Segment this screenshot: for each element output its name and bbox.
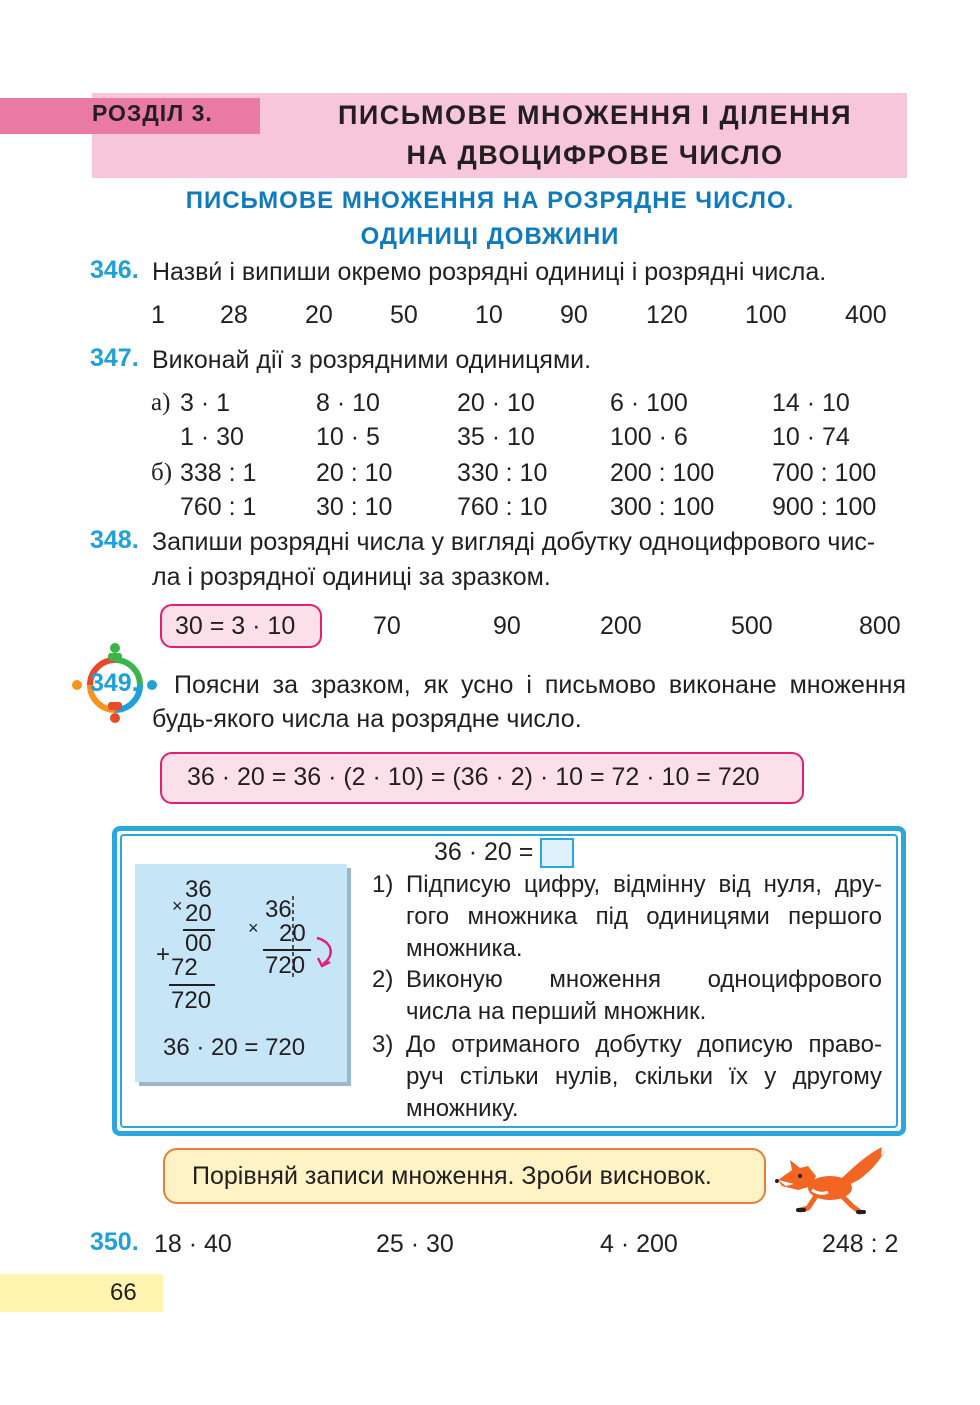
page-number-band — [0, 1274, 163, 1312]
answer-box — [540, 838, 574, 868]
step-text: руч стільки нулів, скільки їх у другому — [406, 1063, 882, 1090]
box-expression-line — [434, 836, 574, 868]
number-item: 20 — [305, 301, 333, 329]
part-label: б) — [151, 459, 173, 486]
number-item: 90 — [493, 612, 521, 640]
expr-item: 4 · 200 — [600, 1230, 678, 1258]
expr-item: 900 : 100 — [772, 493, 877, 521]
expr-item: 760 : 1 — [180, 493, 257, 521]
expr-item: 700 : 100 — [772, 459, 877, 487]
number-item: 100 — [745, 301, 787, 329]
multiplicand: 36 — [265, 896, 292, 923]
topic-title-line2: ОДИНИЦІ ДОВЖИНИ — [360, 223, 620, 250]
expr-item: 100 · 6 — [610, 423, 688, 451]
step-text: множника. — [406, 935, 523, 962]
part-label: а) — [151, 389, 171, 416]
expr-item: 200 : 100 — [610, 459, 715, 487]
box-expression: 36 · 20 = — [434, 838, 534, 866]
topic-title-line1: ПИСЬМОВЕ МНОЖЕННЯ НА РОЗРЯДНЕ ЧИСЛО. — [185, 187, 795, 214]
exercise-text-line2: ла і розрядної одиниці за зразком. — [152, 563, 551, 591]
expr-item: 3 · 1 — [180, 389, 231, 417]
exercise-text-line1: Поясни за зразком, як усно і письмово виконане множення — [174, 671, 906, 699]
exercise-text-line1: Запиши розрядні числа у вигляді добутку одноцифрового чис- — [152, 528, 876, 556]
chapter-title-line1: ПИСЬМОВЕ МНОЖЕННЯ І ДІЛЕННЯ — [337, 100, 853, 130]
multiplier: 20 — [185, 900, 212, 927]
exercise-number: 346. — [90, 256, 139, 284]
exercise-text: Назви́ і випиши окремо розрядні одиниці і розрядні числа. — [152, 258, 827, 286]
expr-item: 6 · 100 — [610, 389, 688, 417]
expr-item: 248 : 2 — [822, 1230, 899, 1258]
expr-item: 20 · 10 — [457, 389, 535, 417]
number-item: 10 — [475, 301, 503, 329]
zero-carry-arrow-icon — [285, 892, 345, 982]
expr-item: 35 · 10 — [457, 423, 535, 451]
expr-item: 20 : 10 — [316, 459, 393, 487]
expr-item: 30 : 10 — [316, 493, 393, 521]
expr-item: 14 · 10 — [772, 389, 850, 417]
exercise-number: 350. — [90, 1228, 139, 1256]
step-text: множнику. — [406, 1095, 519, 1122]
exercise-text: Виконай дії з розрядними одиницями. — [152, 346, 592, 374]
step-text: числа на перший множник. — [406, 998, 707, 1025]
product: 720 — [171, 987, 212, 1014]
step-text: Підписую цифру, відмінну від нуля, дру- — [406, 871, 882, 898]
number-item: 90 — [560, 301, 588, 329]
exercise-text-line2: будь-якого числа на розрядне число. — [152, 705, 582, 733]
exercise-number: 349. — [90, 669, 139, 697]
section-label: РОЗДІЛ 3. — [92, 100, 213, 126]
expr-item: 18 · 40 — [154, 1230, 232, 1258]
partial-product: 72 — [171, 954, 198, 981]
number-item: 1 — [151, 301, 165, 329]
page-number: 66 — [110, 1279, 137, 1306]
number-item: 120 — [646, 301, 688, 329]
exercise-number: 347. — [90, 344, 139, 372]
step-number: 1) — [372, 871, 394, 898]
expr-item: 300 : 100 — [610, 493, 715, 521]
step-number: 3) — [372, 1031, 394, 1058]
result-equation: 36 · 20 = 720 — [163, 1034, 306, 1061]
expr-item: 10 · 5 — [316, 423, 380, 451]
multiply-sign: × — [172, 896, 183, 916]
chapter-title-line2: НА ДВОЦИФРОВЕ ЧИСЛО — [406, 140, 784, 170]
fox-icon — [768, 1140, 893, 1218]
expr-item: 8 · 10 — [316, 389, 380, 417]
multiplier: 20 — [279, 920, 306, 947]
sample-expression: 36 · 20 = 36 · (2 · 10) = (36 · 2) · 10 = 72 · 10 = 720 — [187, 763, 760, 791]
number-item: 50 — [390, 301, 418, 329]
conclusion-note-text: Порівняй записи множення. Зроби висновок. — [192, 1162, 712, 1190]
expr-item: 338 : 1 — [180, 459, 257, 487]
number-item: 800 — [859, 612, 901, 640]
step-number: 2) — [372, 966, 394, 993]
number-item: 200 — [600, 612, 642, 640]
multiplicand: 36 — [185, 876, 212, 903]
sample-expression: 30 = 3 · 10 — [175, 612, 296, 640]
expr-item: 760 : 10 — [457, 493, 548, 521]
number-item: 400 — [845, 301, 887, 329]
plus-sign: + — [156, 941, 171, 968]
step-text: гого множника під одиницями першого — [406, 903, 882, 930]
step-text: Виконую множення одноцифрового — [406, 966, 882, 993]
number-item: 500 — [731, 612, 773, 640]
number-item: 28 — [220, 301, 248, 329]
multiply-sign: × — [248, 918, 259, 938]
expr-item: 10 · 74 — [772, 423, 850, 451]
underline — [169, 984, 215, 986]
expr-item: 330 : 10 — [457, 459, 548, 487]
product: 720 — [265, 952, 306, 979]
number-item: 70 — [373, 612, 401, 640]
step-text: До отриманого добутку дописую право- — [406, 1031, 882, 1058]
expr-item: 1 · 30 — [180, 423, 244, 451]
partial-product: 00 — [185, 930, 212, 957]
expr-item: 25 · 30 — [376, 1230, 454, 1258]
exercise-number: 348. — [90, 526, 139, 554]
